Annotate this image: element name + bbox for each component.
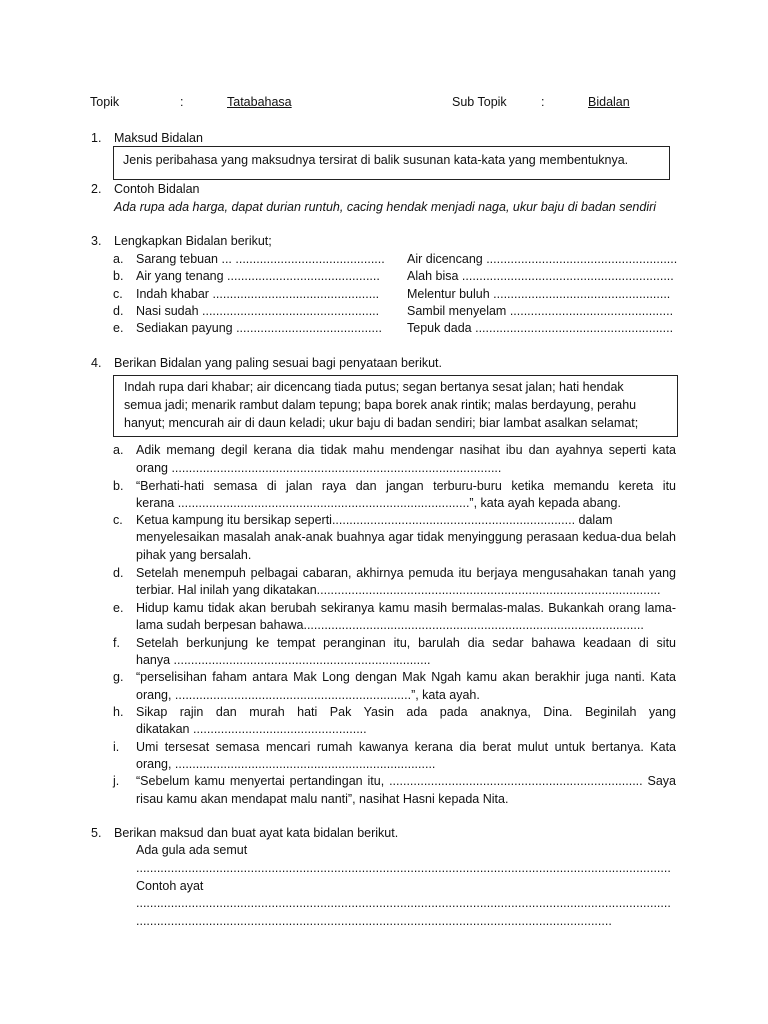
topik-colon: : xyxy=(180,95,184,109)
s4-item-line: orang, ....................................................................”, kata ayah. xyxy=(136,688,480,702)
s4-item-line: “Sebelum kamu menyertai pertandingan itu, ......................................................................... Saya xyxy=(136,774,676,788)
s5-number: 5. xyxy=(91,826,102,840)
topik-label: Topik xyxy=(90,95,120,109)
s4-item-letter: g. xyxy=(113,670,124,684)
s4-item-line: menyelesaikan masalah anak-anak buahnya agar tidak menyinggung perasaan kedua-dua belah xyxy=(136,530,676,544)
s1-definition-box xyxy=(113,146,670,180)
topik-value: Tatabahasa xyxy=(227,95,292,109)
item-letter: c. xyxy=(113,287,123,301)
s3-right-item-text: Sambil menyelam ............................................... xyxy=(407,304,674,318)
s4-item-line: “perselisihan faham antara Mak Long dengan Mak Ngah kamu akan berakhir juga nanti. Kata xyxy=(136,670,676,684)
s4-bank-line: Indah rupa dari khabar; air dicencang tiada putus; segan bertanya sesat jalan; hati hendak xyxy=(124,380,624,394)
s3-left-item xyxy=(113,252,123,266)
item-letter: a. xyxy=(113,252,124,266)
s3-left-item-text: Air yang tenang ............................................ xyxy=(136,269,380,283)
s2-examples: Ada rupa ada harga, dapat durian runtuh, cacing hendak menjadi naga, ukur baju di badan sendiri xyxy=(114,200,657,214)
s3-left-item xyxy=(113,321,123,335)
s3-left-item xyxy=(113,304,123,318)
s3-right-item-text: Alah bisa ............................................................. xyxy=(407,269,674,283)
s4-item-letter: c. xyxy=(113,513,123,527)
s4-item-line: Setelah berkunjung ke tempat peranginan itu, barulah dia sedar bahawa keadaan di situ xyxy=(136,636,676,650)
subtopik-value: Bidalan xyxy=(588,95,630,109)
s1-definition-text: Jenis peribahasa yang maksudnya tersirat di balik susunan kata-kata yang membentuknya. xyxy=(123,153,629,167)
s4-item-line: Adik memang degil kerana dia tidak mahu mendengar nasihat ibu dan ayahnya seperti kata xyxy=(136,443,676,457)
s1-number: 1. xyxy=(91,131,102,145)
s4-item-line: risau kamu akan mendapat malu nanti”, nasihat Hasni kepada Nita. xyxy=(136,792,509,806)
s4-item-line: terbiar. Hal inilah yang dikatakan................................................................................................... xyxy=(136,583,661,597)
s3-number: 3. xyxy=(91,234,102,248)
s4-item-line: Sikap rajin dan murah hati Pak Yasin ada pada anaknya, Dina. Beginilah yang xyxy=(136,705,676,719)
s4-item-line: dikatakan .................................................. xyxy=(136,722,367,736)
s4-item-letter: b. xyxy=(113,479,124,493)
s4-item-line: lama sudah berpesan bahawa.................................................................................................. xyxy=(136,618,644,632)
s4-title: Berikan Bidalan yang paling sesuai bagi penyataan berikut. xyxy=(114,356,443,370)
s4-item-line: “Berhati-hati semasa di jalan raya dan jangan terburu-buru ketika memandu kereta itu xyxy=(136,479,676,493)
s3-left-item-text: Nasi sudah ................................................... xyxy=(136,304,380,318)
s5-answer-line: .......................................................................................................................................................... xyxy=(136,861,671,875)
s3-left-item-text: Sediakan payung .......................................... xyxy=(136,321,382,335)
s3-left-item xyxy=(113,287,123,301)
s3-right-item-text: Air dicencang ....................................................... xyxy=(407,252,678,266)
s3-title: Lengkapkan Bidalan berikut; xyxy=(114,234,272,248)
s4-item-letter: f. xyxy=(113,636,120,650)
s1-title: Maksud Bidalan xyxy=(114,131,203,145)
s4-bank-line: hanyut; mencurah air di daun keladi; ukur baju di badan sendiri; biar lambat asalkan selamat; xyxy=(124,416,639,430)
s4-bank-line: semua jadi; menarik rambut dalam tepung; bapa borek anak rintik; malas berdayung, perahu xyxy=(124,398,637,412)
s4-item-letter: h. xyxy=(113,705,124,719)
s2-title: Contoh Bidalan xyxy=(114,182,200,196)
s3-left-item-text: Indah khabar ................................................ xyxy=(136,287,380,301)
s4-item-line: Setelah menempuh pelbagai cabaran, akhirnya pemuda itu berjaya mengusahakan tanah yang xyxy=(136,566,676,580)
s4-item-letter: a. xyxy=(113,443,124,457)
item-letter: d. xyxy=(113,304,124,318)
s3-right-item-text: Melentur buluh ................................................... xyxy=(407,287,671,301)
s4-item-line: kerana ....................................................................................”, kata ayah kepada abang. xyxy=(136,496,621,510)
subtopik-label: Sub Topik xyxy=(452,95,507,109)
s4-item-line: Umi tersesat semasa mencari rumah kawanya kerana dia berat mulut untuk bertanya. Kata xyxy=(136,740,676,754)
s3-left-item xyxy=(113,269,123,283)
s2-number: 2. xyxy=(91,182,102,196)
s3-left-item-text: Sarang tebuan ... ........................................... xyxy=(136,252,385,266)
s4-item-line: Ketua kampung itu bersikap seperti...................................................................... dalam xyxy=(136,513,613,527)
s4-answer-bank-box xyxy=(113,375,678,437)
s5-title: Berikan maksud dan buat ayat kata bidalan berikut. xyxy=(114,826,399,840)
subtopik-colon: : xyxy=(541,95,545,109)
item-letter: b. xyxy=(113,269,124,283)
s4-item-letter: i. xyxy=(113,740,120,754)
s5-phrase: Ada gula ada semut xyxy=(136,843,248,857)
s4-item-letter: j. xyxy=(113,774,120,788)
s5-contoh-label: Contoh ayat xyxy=(136,879,204,893)
s4-item-line: orang, ........................................................................... xyxy=(136,757,436,771)
s4-number: 4. xyxy=(91,356,102,370)
s5-answer-line: ......................................................................................................................................... xyxy=(136,914,612,928)
s4-item-line: Hidup kamu tidak akan berubah sekiranya kamu masih bermalas-malas. Bukankah orang lama- xyxy=(136,601,676,615)
s4-item-line: orang ............................................................................................... xyxy=(136,461,502,475)
s4-item-letter: e. xyxy=(113,601,124,615)
s4-item-line: pihak yang bersalah. xyxy=(136,548,252,562)
s5-answer-line: .......................................................................................................................................................... xyxy=(136,896,671,910)
s4-item-letter: d. xyxy=(113,566,124,580)
s4-item-line: hanya .......................................................................... xyxy=(136,653,431,667)
item-letter: e. xyxy=(113,321,124,335)
s3-right-item-text: Tepuk dada ......................................................... xyxy=(407,321,674,335)
